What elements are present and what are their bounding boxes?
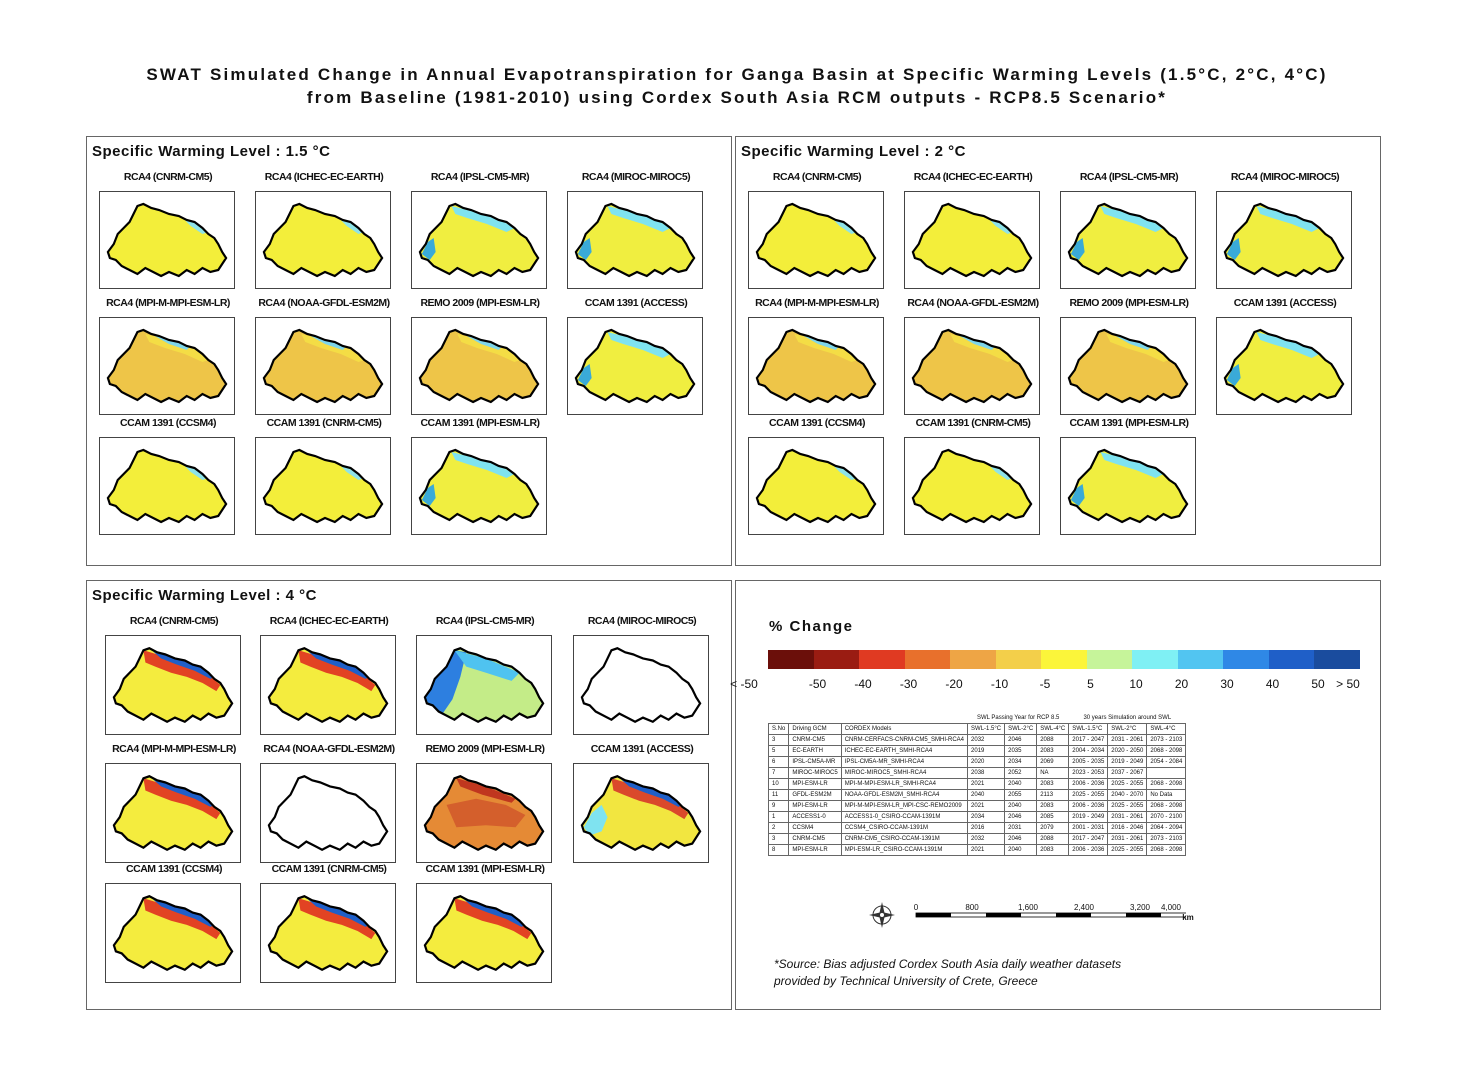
table-cell: 2113 (1037, 790, 1069, 801)
color-tick-label: 30 (1220, 677, 1234, 691)
map-cell (105, 743, 243, 863)
scale-label: 0 (913, 903, 919, 912)
basin-map (748, 317, 884, 415)
map-cell (99, 171, 237, 289)
map-label: CCAM 1391 (MPI-ESM-LR) (1069, 417, 1189, 429)
table-cell: 2040 (968, 790, 1005, 801)
group-header-simulation: 30 years Simulation around SWL (1083, 715, 1172, 721)
table-cell: 2055 (1005, 790, 1037, 801)
table-cell: 3 (769, 735, 789, 746)
basin-map (573, 635, 709, 735)
scale-label: 800 (965, 903, 979, 912)
color-tick-label: 10 (1129, 677, 1143, 691)
color-tick-label: 5 (1087, 677, 1094, 691)
basin-map (411, 317, 547, 415)
table-cell: MPI-ESM-LR_CSIRO-CCAM-1391M (841, 845, 967, 856)
source-note (774, 956, 1121, 990)
table-cell: ACCESS1-0_CSIRO-CCAM-1391M (841, 812, 967, 823)
map-label: RCA4 (MIROC-MIROC5) (581, 171, 691, 183)
map-label: RCA4 (NOAA-GFDL-ESM2M) (263, 743, 395, 755)
table-cell: 2001 - 2031 (1069, 823, 1108, 834)
color-tick-label: -10 (990, 677, 1009, 691)
table-cell: 2054 - 2084 (1147, 757, 1186, 768)
table-cell: 2052 (1005, 768, 1037, 779)
table-cell: 11 (769, 790, 789, 801)
basin-map (255, 191, 391, 289)
table-cell: 2025 - 2055 (1108, 801, 1147, 812)
panel-title: Specific Warming Level : 4 °C (92, 587, 317, 604)
map-label: RCA4 (IPSL-CM5-MR) (430, 171, 530, 183)
map-cell (255, 171, 393, 289)
table-cell: 2016 (968, 823, 1005, 834)
table-cell: 8 (769, 845, 789, 856)
map-cell (1060, 171, 1198, 289)
table-cell: 2083 (1037, 779, 1069, 790)
table-cell: CCSM4_CSIRO-CCAM-1391M (841, 823, 967, 834)
basin-map (567, 191, 703, 289)
basin-map (411, 437, 547, 535)
table-cell: 2070 - 2100 (1147, 812, 1186, 823)
map-label: RCA4 (IPSL-CM5-MR) (435, 615, 535, 627)
table-cell: 2088 (1037, 735, 1069, 746)
table-cell: 2021 (968, 801, 1005, 812)
map-cell (411, 171, 549, 289)
table-cell: 2019 - 2049 (1069, 812, 1108, 823)
table-cell: 2038 (968, 768, 1005, 779)
figure-title-line2: from Baseline (1981-2010) using Cordex South Asia RCM outputs - RCP8.5 Scenario* (306, 88, 1168, 107)
basin-map (105, 883, 241, 983)
map-label: RCA4 (CNRM-CM5) (129, 615, 219, 627)
color-swatch (814, 650, 860, 669)
map-cell (255, 297, 393, 415)
table-cell: 2017 - 2047 (1069, 834, 1108, 845)
table-cell: 2068 - 2098 (1147, 779, 1186, 790)
table-cell: 2031 - 2061 (1108, 834, 1147, 845)
color-swatch (905, 650, 951, 669)
panel-swl-2 (735, 136, 1381, 566)
table-cell: MPI-ESM-LR (789, 845, 841, 856)
map-label: CCAM 1391 (CCSM4) (769, 417, 865, 429)
map-label: RCA4 (IPSL-CM5-MR) (1079, 171, 1179, 183)
table-header-cell: SWL-1.5°C (1069, 724, 1108, 735)
map-label: RCA4 (CNRM-CM5) (123, 171, 213, 183)
map-cell (748, 417, 886, 535)
map-cell (1216, 171, 1354, 289)
color-tick-label: 20 (1174, 677, 1189, 691)
basin-map (416, 763, 552, 863)
table-cell: No Data (1147, 790, 1186, 801)
table-cell: 2088 (1037, 834, 1069, 845)
table-cell: 2005 - 2035 (1069, 757, 1108, 768)
map-cell (904, 417, 1042, 535)
scale-label: 3,200 (1129, 903, 1151, 912)
table-cell: 2025 - 2055 (1108, 845, 1147, 856)
table-cell: EC-EARTH (789, 746, 841, 757)
scale-label: 2,400 (1073, 903, 1095, 912)
map-label: RCA4 (CNRM-CM5) (772, 171, 862, 183)
color-swatch (768, 650, 814, 669)
map-label: RCA4 (MPI-M-MPI-ESM-LR) (112, 743, 236, 755)
table-cell: NOAA-GFDL-ESM2M_SMHI-RCA4 (841, 790, 967, 801)
map-label: CCAM 1391 (CCSM4) (126, 863, 222, 875)
table-cell: CNRM-CERFACS-CNRM-CM5_SMHI-RCA4 (841, 735, 967, 746)
table-cell: 2025 - 2055 (1069, 790, 1108, 801)
basin-map (411, 191, 547, 289)
table-cell: 2020 (968, 757, 1005, 768)
table-cell: 2020 - 2050 (1108, 746, 1147, 757)
source-line1: *Source: Bias adjusted Cordex South Asia daily weather datasets (774, 957, 1122, 971)
basin-map (416, 883, 552, 983)
basin-map (255, 437, 391, 535)
table-cell: 7 (769, 768, 789, 779)
table-cell: 2006 - 2036 (1069, 801, 1108, 812)
color-swatch (1041, 650, 1087, 669)
color-tick-label: -40 (854, 677, 872, 691)
basin-map (904, 191, 1040, 289)
map-label: CCAM 1391 (ACCESS) (584, 297, 688, 309)
table-cell: MPI-ESM-LR (789, 801, 841, 812)
table-cell: 2017 - 2047 (1069, 735, 1108, 746)
color-tick-label: > 50 (1336, 677, 1360, 691)
map-label: CCAM 1391 (MPI-ESM-LR) (420, 417, 540, 429)
table-cell: 2032 (968, 834, 1005, 845)
map-label: RCA4 (NOAA-GFDL-ESM2M) (258, 297, 390, 309)
basin-map (1216, 317, 1352, 415)
table-header-cell: SWL-2°C (1108, 724, 1147, 735)
basin-map (904, 437, 1040, 535)
map-label: CCAM 1391 (ACCESS) (590, 743, 694, 755)
map-cell (567, 171, 705, 289)
table-cell: ACCESS1-0 (789, 812, 841, 823)
map-cell (260, 863, 398, 983)
basin-map (748, 437, 884, 535)
map-label: CCAM 1391 (CNRM-CM5) (266, 417, 382, 429)
table-row (769, 801, 1186, 812)
map-label: CCAM 1391 (CCSM4) (120, 417, 216, 429)
color-tick-label: -20 (945, 677, 963, 691)
color-swatch (1269, 650, 1315, 669)
table-cell: 2068 - 2098 (1147, 845, 1186, 856)
panel-title: Specific Warming Level : 1.5 °C (92, 143, 331, 160)
table-cell: 2023 - 2053 (1069, 768, 1108, 779)
scale-label: 4,000 (1160, 903, 1182, 912)
map-label: RCA4 (MPI-M-MPI-ESM-LR) (106, 297, 230, 309)
table-cell: 2083 (1037, 746, 1069, 757)
table-cell: 2031 - 2061 (1108, 812, 1147, 823)
map-label: REMO 2009 (MPI-ESM-LR) (1069, 297, 1189, 309)
table-cell: 2035 (1005, 746, 1037, 757)
basin-map (255, 317, 391, 415)
map-cell (567, 297, 705, 415)
map-cell (105, 863, 243, 983)
table-cell: 2 (769, 823, 789, 834)
table-row (769, 768, 1186, 779)
table-cell: 2006 - 2036 (1069, 845, 1108, 856)
basin-map (573, 763, 709, 863)
map-label: CCAM 1391 (MPI-ESM-LR) (425, 863, 545, 875)
table-cell (1147, 768, 1186, 779)
basin-map (260, 635, 396, 735)
map-label: CCAM 1391 (CNRM-CM5) (915, 417, 1031, 429)
map-cell (1060, 297, 1198, 415)
legend-title: % Change (769, 618, 854, 635)
figure-title-line1: SWAT Simulated Change in Annual Evapotranspiration for Ganga Basin at Specific Warming Levels (1.5°C, 2°C, 4°C) (146, 65, 1328, 84)
map-cell (105, 615, 243, 735)
color-tick-label: -30 (899, 677, 918, 691)
table-cell: 2031 (1005, 823, 1037, 834)
table-cell: 2073 - 2103 (1147, 735, 1186, 746)
swl-table (768, 713, 1186, 856)
map-cell (99, 417, 237, 535)
map-cell (416, 743, 554, 863)
color-scale-bar (768, 650, 1360, 669)
map-label: RCA4 (NOAA-GFDL-ESM2M) (907, 297, 1039, 309)
color-tick-label: -50 (808, 677, 827, 691)
map-cell (260, 615, 398, 735)
table-cell: MPI-M-MPI-ESM-LR_SMHI-RCA4 (841, 779, 967, 790)
table-cell: 2068 - 2098 (1147, 746, 1186, 757)
map-cell (416, 615, 554, 735)
basin-map (99, 191, 235, 289)
map-label: REMO 2009 (MPI-ESM-LR) (425, 743, 545, 755)
map-cell (904, 171, 1042, 289)
map-cell (260, 743, 398, 863)
basin-map (748, 191, 884, 289)
table-cell: 2069 (1037, 757, 1069, 768)
basin-map (105, 763, 241, 863)
table-cell: 2034 (1005, 757, 1037, 768)
table-cell: 2019 - 2049 (1108, 757, 1147, 768)
table-cell: 2021 (968, 779, 1005, 790)
map-cell (255, 417, 393, 535)
map-label: RCA4 (MIROC-MIROC5) (1230, 171, 1340, 183)
basin-map (105, 635, 241, 735)
table-cell: 2025 - 2055 (1108, 779, 1147, 790)
table-cell: ICHEC-EC-EARTH_SMHI-RCA4 (841, 746, 967, 757)
basin-map (1060, 191, 1196, 289)
table-cell: 2019 (968, 746, 1005, 757)
color-swatch (996, 650, 1042, 669)
table-cell: CNRM-CM5_CSIRO-CCAM-1391M (841, 834, 967, 845)
table-cell: 2034 (968, 812, 1005, 823)
map-cell (411, 417, 549, 535)
table-cell: 10 (769, 779, 789, 790)
map-cell (904, 297, 1042, 415)
table-cell: 2073 - 2103 (1147, 834, 1186, 845)
basin-map (1060, 317, 1196, 415)
table-cell: MPI-ESM-LR (789, 779, 841, 790)
table-cell: MPI-M-MPI-ESM-LR_MPI-CSC-REMO2009 (841, 801, 967, 812)
color-swatch (1132, 650, 1178, 669)
panel-title: Specific Warming Level : 2 °C (741, 143, 966, 160)
table-header-cell: SWL-4°C (1147, 724, 1186, 735)
table-row (769, 845, 1186, 856)
map-cell (1060, 417, 1198, 535)
table-row (769, 746, 1186, 757)
table-cell: 2085 (1037, 812, 1069, 823)
table-row (769, 834, 1186, 845)
table-cell: NA (1037, 768, 1069, 779)
table-cell: 2016 - 2046 (1108, 823, 1147, 834)
table-header-cell: SWL-2°C (1005, 724, 1037, 735)
table-cell: GFDL-ESM2M (789, 790, 841, 801)
table-cell: 2031 - 2061 (1108, 735, 1147, 746)
map-cell (573, 615, 711, 735)
basin-map (1060, 437, 1196, 535)
table-cell: 1 (769, 812, 789, 823)
table-cell: CNRM-CM5 (789, 834, 841, 845)
north-arrow-icon (866, 893, 1186, 933)
table-header-cell: S.No (769, 724, 789, 735)
basin-map (1216, 191, 1352, 289)
table-cell: 2032 (968, 735, 1005, 746)
table-cell: 2040 - 2070 (1108, 790, 1147, 801)
map-cell (99, 297, 237, 415)
legend-panel (730, 580, 1381, 1010)
table-cell: MIROC-MIROC5 (789, 768, 841, 779)
color-swatch (1178, 650, 1224, 669)
table-cell: IPSL-CM5A-MR (789, 757, 841, 768)
table-header-row (769, 724, 1186, 735)
panel-swl-1-5 (86, 136, 732, 566)
table-cell: 2046 (1005, 812, 1037, 823)
table-cell: 2046 (1005, 834, 1037, 845)
panel-swl-4 (86, 580, 732, 1010)
map-cell (748, 171, 886, 289)
table-row (769, 757, 1186, 768)
basin-map (99, 437, 235, 535)
table-cell: 2040 (1005, 779, 1037, 790)
map-cell (573, 743, 711, 863)
color-tick-label: 50 (1311, 677, 1325, 691)
basin-map (567, 317, 703, 415)
map-cell (748, 297, 886, 415)
table-cell: IPSL-CM5A-MR_SMHI-RCA4 (841, 757, 967, 768)
table-row (769, 812, 1186, 823)
table-row (769, 790, 1186, 801)
table-cell: 3 (769, 834, 789, 845)
table-row (769, 735, 1186, 746)
map-label: RCA4 (MPI-M-MPI-ESM-LR) (755, 297, 879, 309)
table-cell: 2046 (1005, 735, 1037, 746)
table-cell: 2083 (1037, 845, 1069, 856)
scale-unit: km (1182, 913, 1194, 922)
basin-map (904, 317, 1040, 415)
table-cell: 2004 - 2034 (1069, 746, 1108, 757)
table-row (769, 823, 1186, 834)
basin-map (99, 317, 235, 415)
basin-map (260, 763, 396, 863)
basin-map (260, 883, 396, 983)
table-cell: 2021 (968, 845, 1005, 856)
table-row (769, 779, 1186, 790)
group-header-passing-year: SWL Passing Year for RCP 8.5 (976, 715, 1060, 721)
map-label: RCA4 (ICHEC-EC-EARTH) (913, 171, 1033, 183)
table-header-cell: CORDEX Models (841, 724, 967, 735)
table-cell: 2083 (1037, 801, 1069, 812)
table-cell: 2040 (1005, 845, 1037, 856)
color-swatch (1314, 650, 1360, 669)
color-tick-label: -5 (1039, 677, 1051, 691)
color-swatch (950, 650, 996, 669)
table-header-cell: Driving GCM (789, 724, 841, 735)
table-cell: 5 (769, 746, 789, 757)
map-label: RCA4 (ICHEC-EC-EARTH) (264, 171, 384, 183)
basin-map (416, 635, 552, 735)
table-header-cell: SWL-1.5°C (968, 724, 1005, 735)
map-cell (416, 863, 554, 983)
map-label: CCAM 1391 (CNRM-CM5) (271, 863, 387, 875)
table-cell: 2006 - 2036 (1069, 779, 1108, 790)
table-cell: 6 (769, 757, 789, 768)
map-cell (411, 297, 549, 415)
table-cell: MIROC-MIROC5_SMHI-RCA4 (841, 768, 967, 779)
table-cell: 9 (769, 801, 789, 812)
map-label: RCA4 (ICHEC-EC-EARTH) (269, 615, 389, 627)
color-swatch (1087, 650, 1133, 669)
color-tick-label: 40 (1265, 677, 1280, 691)
table-cell: CNRM-CM5 (789, 735, 841, 746)
map-label: RCA4 (MIROC-MIROC5) (587, 615, 697, 627)
scale-label: 1,600 (1017, 903, 1039, 912)
map-label: CCAM 1391 (ACCESS) (1233, 297, 1337, 309)
map-cell (1216, 297, 1354, 415)
map-label: REMO 2009 (MPI-ESM-LR) (420, 297, 540, 309)
table-cell: 2068 - 2098 (1147, 801, 1186, 812)
table-cell: 2037 - 2067 (1108, 768, 1147, 779)
table-cell: CCSM4 (789, 823, 841, 834)
table-header-cell: SWL-4°C (1037, 724, 1069, 735)
source-line2: provided by Technical University of Crete, Greece (774, 974, 1038, 988)
color-tick-label: < -50 (730, 677, 758, 691)
table-cell: 2064 - 2094 (1147, 823, 1186, 834)
table-cell: 2079 (1037, 823, 1069, 834)
table-cell: 2040 (1005, 801, 1037, 812)
color-swatch (859, 650, 905, 669)
color-swatch (1223, 650, 1269, 669)
